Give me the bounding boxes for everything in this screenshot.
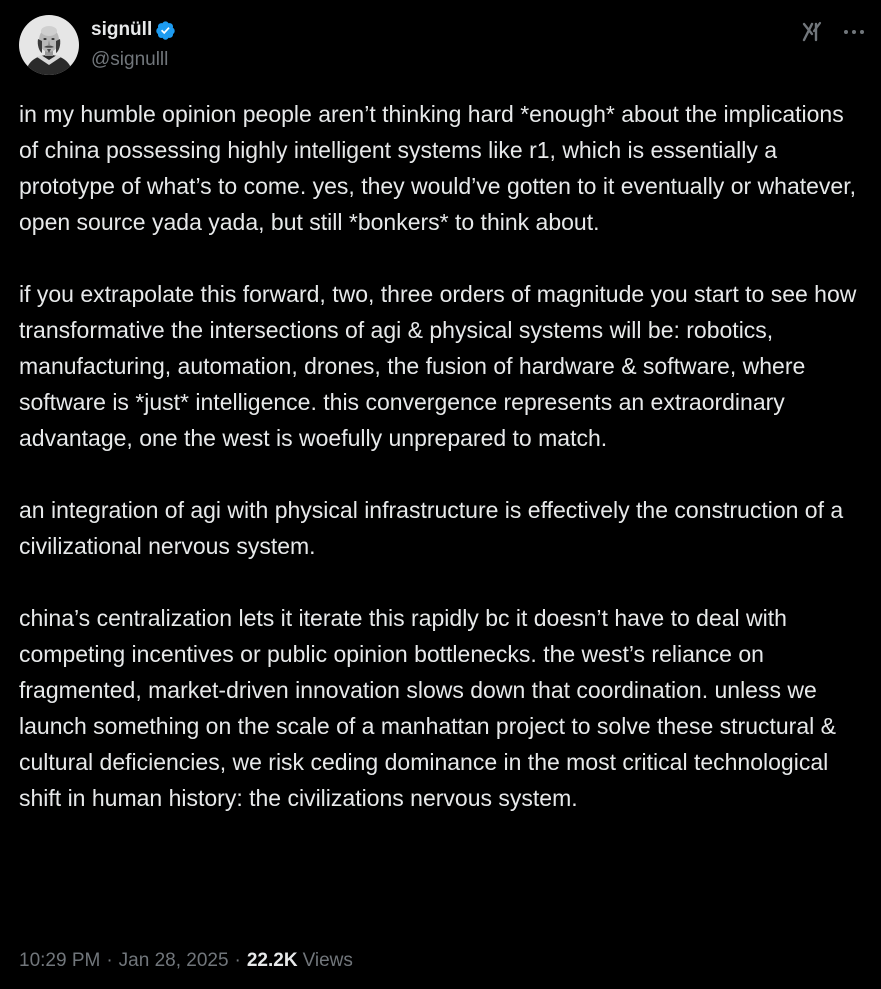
meta-separator: · xyxy=(106,950,113,971)
tweet-time[interactable]: 10:29 PM xyxy=(19,950,101,971)
shakespeare-portrait-avatar-icon xyxy=(19,15,79,75)
tweet-text xyxy=(19,96,869,816)
tweet-paragraph: china’s centralization lets it iterate this rapidly bc it doesn’t have to deal with competing incentives or public opinion bottlenecks. the west’s reliance on fragmented, market-driven innovation slows down that coordination. unless we launch something on the scale of a manhattan project to solve these structural & cultural deficiencies, we risk ceding dominance in the most critical technological shift in human history: the civilizations nervous system. xyxy=(19,605,836,811)
more-options-icon[interactable] xyxy=(841,19,867,45)
meta-separator: · xyxy=(234,950,241,971)
display-name-row xyxy=(91,17,176,43)
tweet-date[interactable]: Jan 28, 2025 xyxy=(118,950,229,971)
display-name[interactable]: signüll xyxy=(91,19,153,40)
grok-icon[interactable] xyxy=(799,19,825,45)
tweet-paragraph: in my humble opinion people aren’t thinking hard *enough* about the implications of china possessing highly intelligent systems like r1, which is essentially a prototype of what’s to come. yes, they would’ve gotten to it eventually or whatever, open source yada yada, but still *bonkers* to think about. xyxy=(19,101,856,235)
tweet-meta xyxy=(19,950,353,972)
avatar[interactable] xyxy=(19,15,79,75)
views-count[interactable]: 22.2K xyxy=(246,950,298,971)
author-name-block xyxy=(91,17,176,71)
tweet-header xyxy=(19,15,867,75)
tweet-paragraph: if you extrapolate this forward, two, three orders of magnitude you start to see how transformative the intersections of agi & physical systems will be: robotics, manufacturing, automation, drones, the fusion of hardware & software, where software is *just* intelligence. this convergence represents an extraordinary advantage, one the west is woefully unprepared to match. xyxy=(19,281,857,451)
tweet-paragraph: an integration of agi with physical infrastructure is effectively the construction of a civilizational nervous system. xyxy=(19,497,844,559)
author-handle[interactable]: @signulll xyxy=(91,49,169,70)
verified-badge-icon xyxy=(155,20,176,41)
views-label: Views xyxy=(302,950,353,971)
